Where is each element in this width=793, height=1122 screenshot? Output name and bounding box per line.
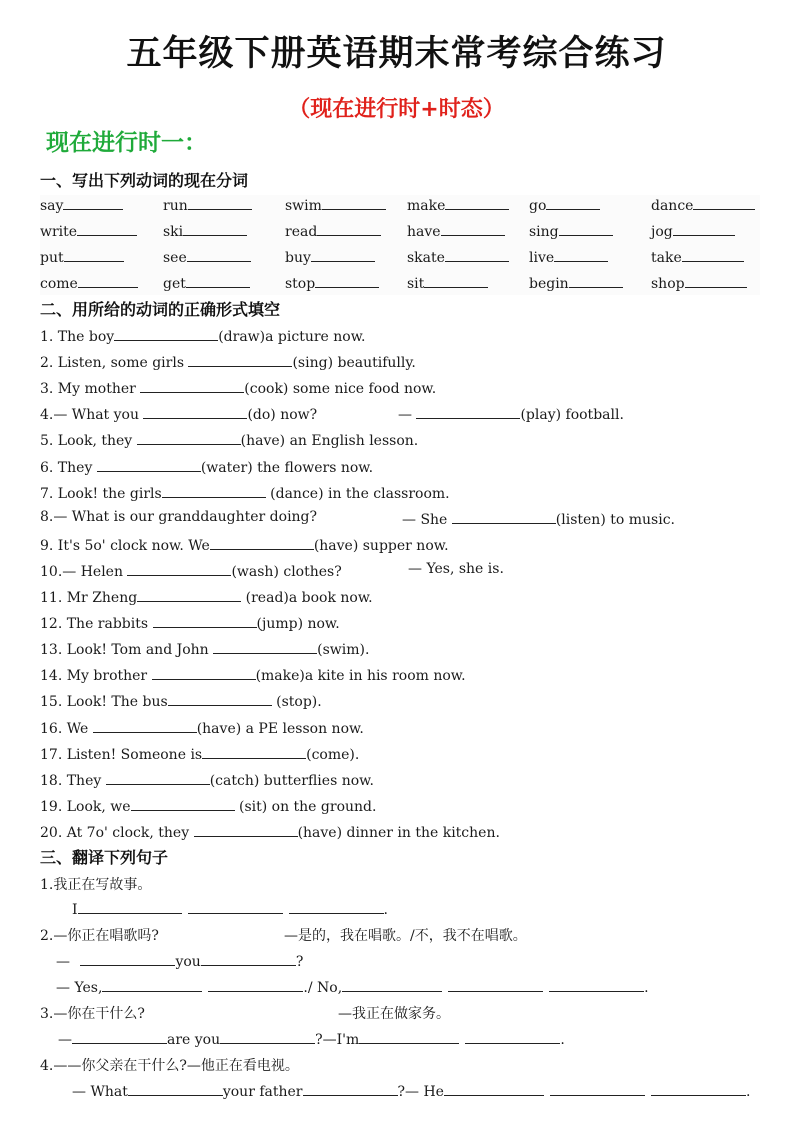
answer-blank[interactable] [444,1081,544,1096]
answer-blank[interactable] [106,770,210,785]
answer-blank[interactable] [72,1029,167,1044]
verb-word: begin [529,276,569,292]
answer-blank[interactable] [549,977,644,992]
answer-4 [72,1081,750,1100]
item-text: 5. Look, they [40,433,137,450]
answer-blank[interactable] [311,247,375,262]
answer-text: . [644,980,649,996]
answer-text: ?— He [397,1084,444,1100]
verb-word: live [529,250,555,266]
fill-in-reply [408,561,504,577]
answer-text: you [175,954,201,970]
item-text: 6. They [40,459,97,476]
answer-blank[interactable] [322,195,386,210]
verb-item [285,221,381,240]
answer-blank[interactable] [131,796,235,811]
item-text: 12. The rabbits [40,616,153,633]
verb-word: sit [407,276,425,292]
item-text: (listen) to music. [555,511,675,528]
fill-in-item [40,613,340,632]
fill-in-item [40,639,369,658]
answer-text: your father [222,1084,303,1100]
verb-word: have [407,224,441,240]
item-text: (have) a PE lesson now. [196,720,364,737]
answer-blank[interactable] [168,691,272,706]
item-text: 11. Mr Zheng [40,590,138,606]
verb-item [40,273,138,292]
answer-blank[interactable] [315,273,379,288]
answer-text: — Yes, [56,980,103,996]
fill-in-item [40,665,466,684]
answer-2b [56,977,649,996]
item-text: 1. The boy [40,329,115,345]
answer-blank[interactable] [188,899,283,914]
verb-item [285,273,379,292]
fill-in-item [40,378,436,397]
verb-item [40,221,137,240]
verb-word: say [40,198,64,214]
item-text: (swim). [317,642,370,659]
item-text: (stop). [271,694,322,711]
answer-blank[interactable] [550,1081,645,1096]
answer-text: . [745,1084,751,1100]
answer-blank[interactable] [77,221,137,236]
item-text: 19. Look, we [40,798,131,815]
fill-in-item [40,770,374,789]
answer-1 [72,899,388,918]
answer-blank[interactable] [465,1029,560,1044]
answer-blank[interactable] [201,951,296,966]
answer-text: I [72,902,78,918]
item-text: (play) football. [520,407,624,424]
verb-row [40,221,760,243]
verb-item [40,195,123,214]
verb-word: run [163,198,188,214]
verb-item [163,273,250,292]
fill-in-item [40,822,500,841]
verb-word: ski [163,224,184,240]
verb-item [529,247,608,266]
answer-blank[interactable] [187,247,251,262]
item-text: — Yes, she is. [408,560,504,577]
verb-word: skate [407,250,445,266]
item-text: (have) an English lesson. [240,433,419,450]
answer-blank[interactable] [359,1029,459,1044]
answer-blank[interactable] [97,457,201,472]
answer-text: — [58,1032,72,1048]
verb-word: sing [529,224,559,240]
verb-word: write [40,224,78,240]
item-text: 15. Look! The bus [40,694,168,711]
verb-item [407,221,505,240]
answer-blank[interactable] [143,404,247,419]
verb-item [529,195,600,214]
item-text: 17. Listen! Someone is [40,746,203,763]
item-text: (do) now? [247,407,318,424]
answer-blank[interactable] [651,1081,746,1096]
answer-text: ?—I'm [315,1032,360,1048]
fill-in-item [40,796,376,815]
item-text: 2. Listen, some girls [40,355,189,372]
verb-item [407,273,488,292]
answer-blank[interactable] [152,665,256,680]
verb-word: shop [651,276,685,292]
item-text: 20. At 7o' clock, they [40,824,194,841]
answer-blank[interactable] [64,247,124,262]
answer-blank[interactable] [559,221,613,236]
item-text: (cook) some nice food now. [244,381,437,398]
answer-blank[interactable] [546,195,600,210]
question-2: 2.—你正在唱歌吗? [40,928,159,944]
fill-in-item [40,535,449,554]
verb-word: come [40,276,78,292]
verb-item [407,195,509,214]
answer-blank[interactable] [445,247,509,262]
verb-item [651,195,755,214]
verb-item [40,247,124,266]
answer-blank[interactable] [693,195,755,210]
answer-blank[interactable] [448,977,543,992]
answer-blank[interactable] [673,221,735,236]
verb-item [651,247,744,266]
answer-blank[interactable] [186,273,250,288]
item-text: (draw)a picture now. [218,329,366,345]
answer-text: — [56,954,75,970]
verb-row [40,273,760,295]
fill-in-item [40,352,416,371]
answer-blank[interactable] [188,195,252,210]
answer-blank[interactable] [317,221,381,236]
item-text: (wash) clothes? [231,563,342,580]
verb-word: go [529,198,547,214]
answer-blank[interactable] [102,977,202,992]
verb-grid [40,195,760,295]
question-4: 4.——你父亲在干什么?—他正在看电视。 [40,1058,299,1074]
answer-blank[interactable] [208,977,303,992]
item-text: 7. Look! the girls [40,485,162,502]
answer-blank[interactable] [445,195,509,210]
verb-word: take [651,250,682,266]
answer-blank[interactable] [342,977,442,992]
answer-blank[interactable] [127,561,231,576]
section-label: 现在进行时一： [46,130,207,156]
item-text: (water) the flowers now. [200,459,374,476]
verb-word: put [40,250,64,266]
item-text: (sit) on the ground. [234,798,377,815]
item-text: (have) supper now. [313,537,449,554]
verb-word: jog [651,224,673,240]
fill-in-item [40,561,342,580]
fill-in-item [40,404,317,423]
answer-blank[interactable] [416,404,520,419]
fill-in-item [40,718,364,737]
answer-text: — What [72,1084,128,1100]
answer-text: ? [295,954,304,970]
answer-blank[interactable] [137,430,241,445]
verb-word: stop [285,276,316,292]
verb-item [285,195,386,214]
question-2-reply: —是的，我在唱歌。/不，我不在唱歌。 [284,928,527,944]
answer-2a [56,951,303,970]
answer-blank[interactable] [210,535,314,550]
part1-heading: 一、写出下列动词的现在分词 [40,171,249,190]
item-text: 10.— Helen [40,563,128,580]
answer-blank[interactable] [220,1029,315,1044]
answer-blank[interactable] [80,951,175,966]
verb-word: read [285,224,318,240]
verb-item [163,221,247,240]
item-text: (jump) now. [256,616,340,633]
item-text: 4.— What you [40,407,144,424]
item-text: (dance) in the classroom. [265,485,450,502]
answer-text: ./ No, [303,980,343,996]
fill-in-reply [398,404,624,423]
item-text: (have) dinner in the kitchen. [297,824,500,841]
item-text: 8.— What is our granddaughter doing? [40,508,318,525]
answer-blank[interactable] [153,613,257,628]
answer-blank[interactable] [114,326,218,341]
answer-text: . [383,902,388,918]
answer-blank[interactable] [685,273,747,288]
fill-in-item [40,691,322,710]
answer-blank[interactable] [554,247,608,262]
answer-blank[interactable] [303,1081,398,1096]
verb-item [529,273,623,292]
item-text: — She [402,511,452,528]
item-text: (come). [306,746,360,763]
verb-row [40,195,760,217]
item-text: 9. It's 5o' clock now. We [40,537,210,554]
page-title: 五年级下册英语期末常考综合练习 [126,34,667,74]
answer-blank[interactable] [128,1081,223,1096]
verb-item [285,247,375,266]
fill-in-item [40,326,365,345]
verb-word: swim [285,198,322,214]
answer-3 [58,1029,565,1048]
fill-in-item [40,483,450,502]
item-text: 18. They [40,772,106,789]
fill-in-reply [402,509,675,528]
item-text: (read)a book now. [241,590,373,606]
item-text: (make)a kite in his room now. [255,668,466,685]
answer-blank[interactable] [424,273,488,288]
answer-blank[interactable] [188,352,292,367]
answer-blank[interactable] [202,744,306,759]
fill-in-item [40,587,373,606]
verb-item [651,221,735,240]
item-text: (sing) beautifully. [292,355,416,372]
answer-blank[interactable] [569,273,623,288]
fill-in-item [40,744,359,763]
item-text: — [398,407,417,424]
answer-blank[interactable] [452,509,556,524]
answer-text: are you [167,1032,221,1048]
verb-word: see [163,250,187,266]
fill-in-item [40,509,317,525]
verb-item [651,273,747,292]
answer-blank[interactable] [289,899,384,914]
item-text: 13. Look! Tom and John [40,642,214,659]
answer-blank[interactable] [140,378,244,393]
question-1: 1.我正在写故事。 [40,877,152,893]
item-text: 3. My mother [40,381,141,398]
verb-item [407,247,509,266]
verb-item [163,195,252,214]
page-subtitle: （现在进行时+时态） [288,97,505,122]
answer-blank[interactable] [682,247,744,262]
answer-blank[interactable] [194,822,298,837]
answer-blank[interactable] [93,718,197,733]
verb-word: buy [285,250,311,266]
fill-in-item [40,457,373,476]
answer-blank[interactable] [137,587,241,602]
verb-item [163,247,251,266]
answer-blank[interactable] [162,483,266,498]
answer-blank[interactable] [441,221,505,236]
verb-row [40,247,760,269]
answer-blank[interactable] [213,639,317,654]
answer-blank[interactable] [183,221,247,236]
answer-blank[interactable] [78,273,138,288]
item-text: 16. We [40,720,93,737]
part2-heading: 二、用所给的动词的正确形式填空 [40,300,281,319]
verb-word: make [407,198,446,214]
answer-text: . [560,1032,565,1048]
verb-item [529,221,613,240]
question-3-reply: —我正在做家务。 [338,1006,450,1022]
item-text: (catch) butterflies now. [209,772,374,789]
answer-blank[interactable] [63,195,123,210]
answer-blank[interactable] [78,899,182,914]
item-text: 14. My brother [40,668,152,685]
fill-in-item [40,430,418,449]
part3-heading: 三、翻译下列句子 [40,848,169,867]
verb-word: dance [651,198,694,214]
question-3: 3.—你在干什么? [40,1006,145,1022]
verb-word: get [163,276,186,292]
